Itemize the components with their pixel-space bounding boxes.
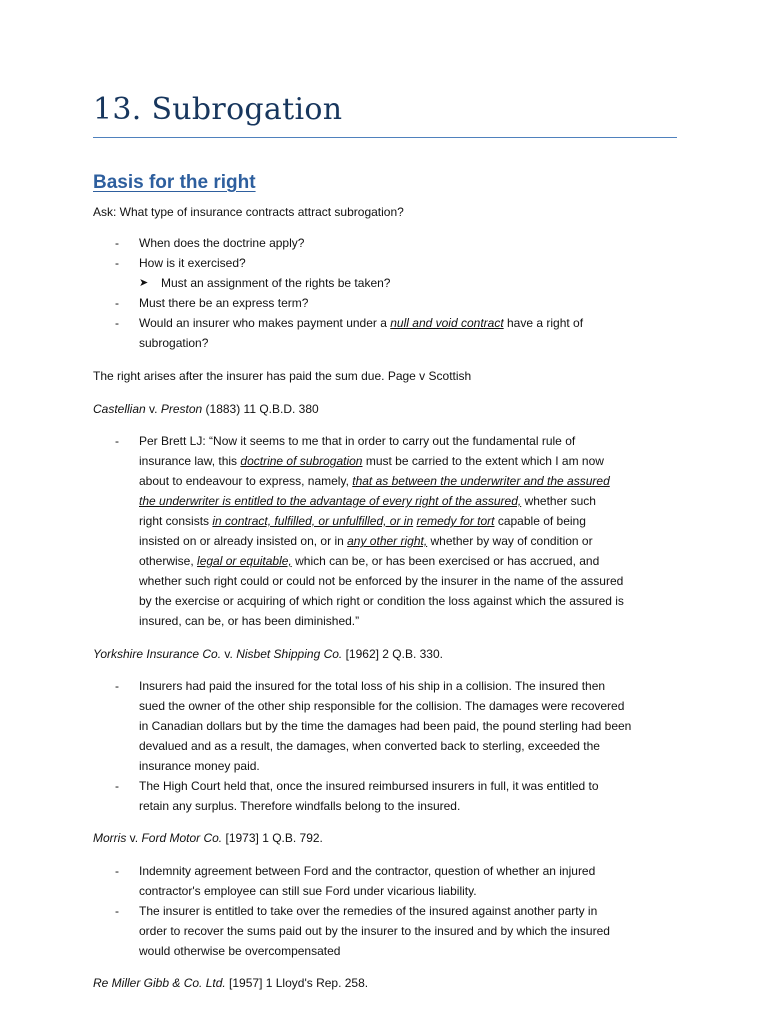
- emphasis-text: any other right,: [347, 534, 428, 548]
- case-citation: [93, 644, 443, 664]
- case-party: Re Miller Gibb & Co. Ltd.: [93, 976, 226, 990]
- list-item-continuation: [93, 491, 624, 511]
- case-party: Nisbet Shipping Co.: [236, 647, 343, 661]
- emphasis-text: that as between the underwriter and the assured: [352, 474, 610, 488]
- list-item-continuation: [93, 531, 624, 551]
- quote-line: whether such right could or could not be enforced by the insurer in the name of the assured: [139, 574, 624, 588]
- list-item-continuation: [93, 696, 631, 716]
- case-points-list: [93, 861, 610, 961]
- list-item-continuation: [93, 551, 624, 571]
- bullet-dash: -: [115, 316, 119, 330]
- bullet-dash: -: [115, 296, 119, 310]
- list-item: [93, 776, 631, 796]
- list-item-continuation: [93, 921, 610, 941]
- arrow-bullet-icon: ➤: [139, 277, 149, 289]
- list-item-text: Must there be an express term?: [139, 296, 309, 310]
- bullet-dash: -: [115, 256, 119, 270]
- list-item-continuation: [93, 333, 583, 353]
- case-party: Ford Motor Co.: [141, 831, 223, 845]
- title-divider: [93, 137, 677, 138]
- list-item-text: order to recover the sums paid out by the insurer to the insured and by which the insured: [139, 924, 610, 938]
- case-party: Preston: [160, 402, 203, 416]
- case-citation: [93, 973, 368, 993]
- list-item-text: When does the doctrine apply?: [139, 236, 305, 250]
- list-item-continuation: [93, 591, 624, 611]
- emphasis-text: in contract, fulfilled, or unfulfilled, or in: [212, 514, 414, 528]
- sub-list-item: [93, 273, 583, 293]
- list-item-text: Must an assignment of the rights be taken?: [161, 276, 391, 290]
- list-item-text: Insurers had paid the insured for the total loss of his ship in a collision. The insured then: [139, 679, 606, 693]
- list-item-text: The High Court held that, once the insured reimbursed insurers in full, it was entitled to: [139, 779, 599, 793]
- list-item-continuation: [93, 571, 624, 591]
- quote-line: by the exercise or acquiring of which right or condition the loss against which the assured is: [139, 594, 624, 608]
- emphasis-text: the underwriter is entitled to the advantage of every right of the assured,: [139, 494, 522, 508]
- list-item: [93, 253, 583, 273]
- list-item-continuation: [93, 716, 631, 736]
- list-item-text: How is it exercised?: [139, 256, 246, 270]
- list-item: [93, 901, 610, 921]
- bullet-dash: -: [115, 236, 119, 250]
- quote-line: which can be, or has been exercised or has accrued, and: [291, 554, 600, 568]
- list-item-text: devalued and as a result, the damages, when converted back to sterling, exceeded the: [139, 739, 600, 753]
- bullet-dash: -: [115, 434, 119, 448]
- quote-line: about to endeavour to express, namely,: [139, 474, 353, 488]
- emphasis-text: null and void contract: [390, 316, 504, 330]
- list-item-text: subrogation?: [139, 336, 209, 350]
- quote-line: must be carried to the extent which I am now: [362, 454, 604, 468]
- quote-line: Per Brett LJ: “Now it seems to me that in order to carry out the fundamental rule of: [139, 434, 576, 448]
- case-points-list: [93, 676, 631, 816]
- bullet-dash: -: [115, 779, 119, 793]
- quote-line: insured, can be, or has been diminished.”: [139, 614, 360, 628]
- quote-line: right consists: [139, 514, 213, 528]
- right-arises-paragraph: The right arises after the insurer has paid the sum due. Page v Scottish: [93, 369, 472, 383]
- question-list: [93, 233, 583, 353]
- list-item: [93, 233, 583, 253]
- case-party: Castellian: [93, 402, 146, 416]
- list-item-text: The insurer is entitled to take over the remedies of the insured against another party in: [139, 904, 598, 918]
- list-item-text: insurance money paid.: [139, 759, 260, 773]
- list-item-text: Would an insurer who makes payment under a: [139, 316, 391, 330]
- list-item-text: retain any surplus. Therefore windfalls belong to the insured.: [139, 799, 461, 813]
- case-party: Morris: [93, 831, 127, 845]
- list-item-continuation: [93, 451, 624, 471]
- list-item-continuation: [93, 471, 624, 491]
- list-item: [93, 431, 624, 451]
- section-heading: Basis for the right: [93, 172, 256, 193]
- list-item-continuation: [93, 611, 624, 631]
- list-item: [93, 861, 610, 881]
- list-item-continuation: [93, 736, 631, 756]
- list-item-continuation: [93, 756, 631, 776]
- quote-line: whether such: [521, 494, 596, 508]
- list-item: [93, 313, 583, 333]
- case-reference: [1962] 2 Q.B. 330.: [342, 647, 443, 661]
- bullet-dash: -: [115, 904, 119, 918]
- quote-list: [93, 431, 624, 631]
- emphasis-text: remedy for tort: [416, 514, 495, 528]
- case-party: Yorkshire Insurance Co.: [93, 647, 222, 661]
- list-item-text: have a right of: [503, 316, 584, 330]
- case-citation: [93, 828, 323, 848]
- list-item-text: would otherwise be overcompensated: [139, 944, 341, 958]
- list-item-text: sued the owner of the other ship responsible for the collision. The damages were recovered: [139, 699, 625, 713]
- list-item: [93, 676, 631, 696]
- list-item-continuation: [93, 511, 624, 531]
- list-item-text: contractor's employee can still sue Ford under vicarious liability.: [139, 884, 477, 898]
- case-reference: [1957] 1 Lloyd's Rep. 258.: [225, 976, 369, 990]
- list-item-text: Indemnity agreement between Ford and the contractor, question of whether an injured: [139, 864, 596, 878]
- case-versus: v.: [221, 647, 237, 661]
- case-versus: v.: [126, 831, 142, 845]
- case-versus: v.: [145, 402, 161, 416]
- list-item-continuation: [93, 941, 610, 961]
- quote-line: insisted on or already insisted on, or in: [139, 534, 348, 548]
- quote-line: capable of being: [494, 514, 586, 528]
- bullet-dash: -: [115, 864, 119, 878]
- quote-line: whether by way of condition or: [427, 534, 593, 548]
- list-item-continuation: [93, 881, 610, 901]
- quote-line: insurance law, this: [139, 454, 241, 468]
- quote-line: otherwise,: [139, 554, 198, 568]
- case-reference: [1973] 1 Q.B. 792.: [222, 831, 323, 845]
- list-item-text: in Canadian dollars but by the time the damages had been paid, the pound sterling had been: [139, 719, 632, 733]
- emphasis-text: doctrine of subrogation: [240, 454, 363, 468]
- list-item: [93, 293, 583, 313]
- page-title: 13. Subrogation: [93, 92, 343, 127]
- emphasis-text: legal or equitable,: [197, 554, 292, 568]
- case-reference: (1883) 11 Q.B.D. 380: [202, 402, 319, 416]
- case-citation: [93, 399, 319, 419]
- bullet-dash: -: [115, 679, 119, 693]
- ask-paragraph: Ask: What type of insurance contracts attract subrogation?: [93, 205, 404, 219]
- list-item-continuation: [93, 796, 631, 816]
